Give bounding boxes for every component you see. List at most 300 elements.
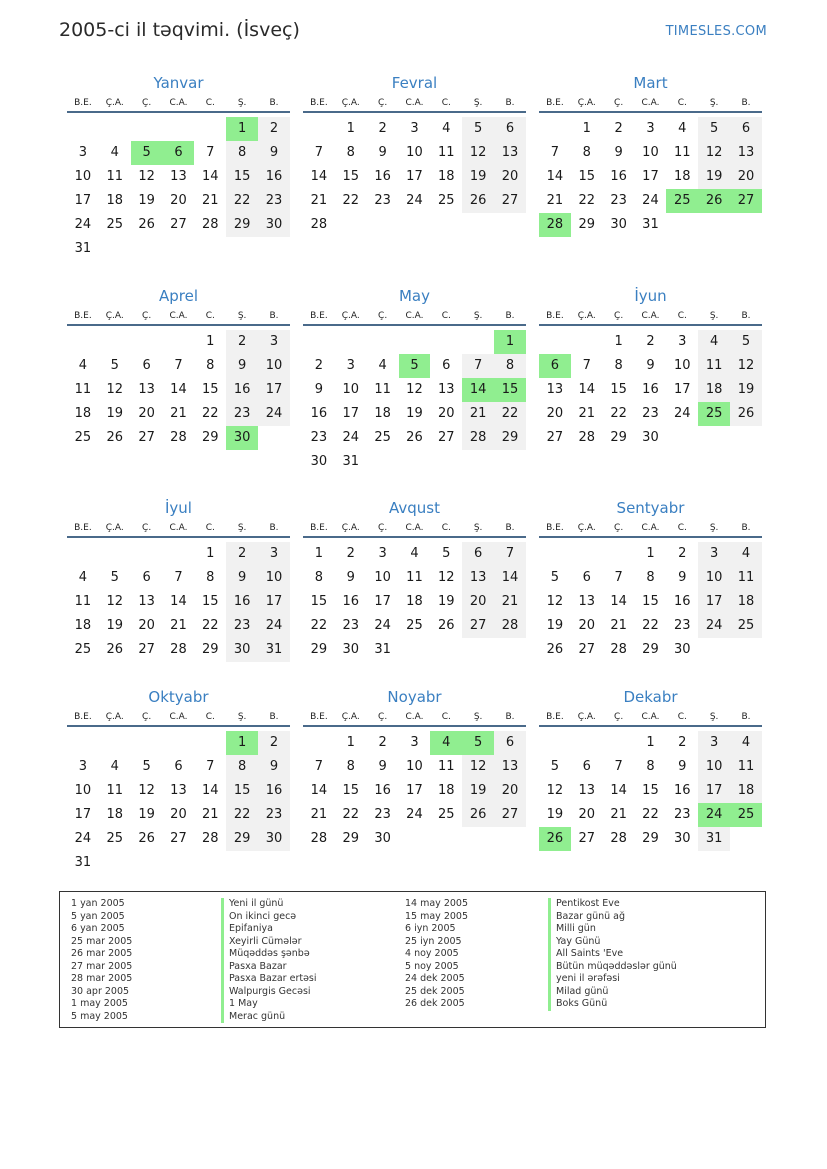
day-cell: 17 xyxy=(698,779,730,803)
day-cell: 17 xyxy=(74,193,92,208)
day-cell: 12 xyxy=(106,594,124,609)
day-cell: 20 xyxy=(730,165,762,189)
day-cell: 22 xyxy=(342,193,360,208)
day-cell: 28 xyxy=(170,430,187,445)
day-cell: 27 xyxy=(494,189,526,213)
holiday-day-cell: 5 xyxy=(462,731,494,755)
day-cell: 13 xyxy=(170,783,187,798)
day-cell: 23 xyxy=(610,193,627,208)
day-cell: 16 xyxy=(226,590,258,614)
day-cell: 26 xyxy=(462,189,494,213)
day-cell: 31 xyxy=(74,855,92,870)
day-cell: 29 xyxy=(202,642,219,657)
legend-entry: Pentikost Eve xyxy=(548,898,677,911)
weekday-header: Ç.A. xyxy=(571,709,603,727)
day-cell: 12 xyxy=(698,141,730,165)
month-grid xyxy=(539,709,762,851)
day-cell: 10 xyxy=(74,169,92,184)
empty-cell xyxy=(603,542,635,566)
day-cell: 15 xyxy=(202,594,219,609)
day-cell: 24 xyxy=(74,217,92,232)
empty-cell xyxy=(539,117,571,141)
day-cell: 10 xyxy=(642,145,659,160)
day-cell: 12 xyxy=(138,783,155,798)
month-grid xyxy=(303,709,526,851)
day-cell: 13 xyxy=(578,594,596,609)
day-cell: 12 xyxy=(546,783,564,798)
day-cell: 25 xyxy=(374,430,391,445)
day-cell: 25 xyxy=(106,217,124,232)
day-cell: 29 xyxy=(226,213,258,237)
day-cell: 16 xyxy=(258,779,290,803)
holiday-day-cell: 6 xyxy=(539,354,571,378)
legend-entry: 26 mar 2005 xyxy=(71,948,133,959)
weekday-header: C. xyxy=(430,520,462,538)
holiday-day-cell: 4 xyxy=(430,731,462,755)
weekday-header: C.A. xyxy=(399,95,431,113)
day-cell: 28 xyxy=(202,217,219,232)
day-cell: 9 xyxy=(678,570,687,585)
day-cell: 25 xyxy=(74,642,92,657)
legend-entry: All Saints 'Eve xyxy=(548,948,677,961)
day-cell: 30 xyxy=(374,831,391,846)
day-cell: 22 xyxy=(226,189,258,213)
weekday-header: C. xyxy=(430,308,462,326)
weekday-header: C. xyxy=(430,95,462,113)
day-cell: 4 xyxy=(78,570,88,585)
month-grid xyxy=(539,308,762,450)
day-cell: 30 xyxy=(310,454,328,469)
day-cell: 13 xyxy=(730,141,762,165)
day-cell: 20 xyxy=(170,193,187,208)
weekday-header: B. xyxy=(494,520,526,538)
day-cell: 14 xyxy=(546,169,564,184)
day-cell: 18 xyxy=(438,783,455,798)
day-cell: 21 xyxy=(170,406,187,421)
weekday-header: Ş. xyxy=(462,95,494,113)
day-cell: 20 xyxy=(578,807,596,822)
day-cell: 8 xyxy=(206,570,215,585)
weekday-header: Ç. xyxy=(603,308,635,326)
weekday-header: B.E. xyxy=(303,520,335,538)
holiday-day-cell: 28 xyxy=(539,213,571,237)
day-cell: 27 xyxy=(138,642,155,657)
empty-cell xyxy=(163,330,195,354)
day-cell: 18 xyxy=(438,169,455,184)
empty-cell xyxy=(303,117,335,141)
day-cell: 2 xyxy=(614,121,623,136)
empty-cell xyxy=(163,542,195,566)
day-cell: 28 xyxy=(310,831,328,846)
day-cell: 28 xyxy=(610,831,627,846)
day-cell: 30 xyxy=(610,217,627,232)
month-3 xyxy=(539,72,762,237)
day-cell: 18 xyxy=(698,378,730,402)
day-cell: 30 xyxy=(342,642,360,657)
day-cell: 25 xyxy=(730,614,762,638)
day-cell: 6 xyxy=(442,358,451,373)
weekday-header: B.E. xyxy=(303,95,335,113)
day-cell: 19 xyxy=(106,618,124,633)
day-cell: 14 xyxy=(310,169,328,184)
day-cell: 4 xyxy=(110,759,119,774)
day-cell: 11 xyxy=(438,145,455,160)
day-cell: 11 xyxy=(698,354,730,378)
day-cell: 6 xyxy=(142,358,151,373)
day-cell: 16 xyxy=(610,169,627,184)
empty-cell xyxy=(539,330,571,354)
day-cell: 24 xyxy=(74,831,92,846)
day-cell: 23 xyxy=(642,406,659,421)
weekday-header: B.E. xyxy=(67,95,99,113)
day-cell: 4 xyxy=(378,358,387,373)
day-cell: 19 xyxy=(406,406,423,421)
day-cell: 7 xyxy=(206,145,215,160)
empty-cell xyxy=(603,731,635,755)
day-cell: 10 xyxy=(698,755,730,779)
day-cell: 21 xyxy=(610,618,627,633)
legend-entry: 1 yan 2005 xyxy=(71,898,125,909)
legend-entry: Bazar günü ağ xyxy=(548,911,677,924)
weekday-header: B. xyxy=(258,709,290,727)
day-cell: 22 xyxy=(226,803,258,827)
day-cell: 6 xyxy=(494,731,526,755)
day-cell: 22 xyxy=(642,618,659,633)
empty-cell xyxy=(539,542,571,566)
day-cell: 12 xyxy=(730,354,762,378)
empty-cell xyxy=(430,330,462,354)
day-cell: 11 xyxy=(438,759,455,774)
holiday-day-cell: 14 xyxy=(462,378,494,402)
day-cell: 5 xyxy=(550,759,560,774)
weekday-header: C. xyxy=(666,308,698,326)
weekday-header: Ç. xyxy=(367,308,399,326)
day-cell: 10 xyxy=(74,783,92,798)
holiday-day-cell: 30 xyxy=(226,426,258,450)
month-grid xyxy=(539,520,762,662)
holiday-day-cell: 25 xyxy=(666,189,698,213)
day-cell: 7 xyxy=(174,358,183,373)
day-cell: 14 xyxy=(310,783,328,798)
day-cell: 16 xyxy=(258,165,290,189)
weekday-header: B. xyxy=(258,520,290,538)
weekday-header: Ç.A. xyxy=(99,95,131,113)
weekday-header: C. xyxy=(194,709,226,727)
day-cell: 21 xyxy=(494,590,526,614)
day-cell: 21 xyxy=(578,406,596,421)
empty-cell xyxy=(367,330,399,354)
day-cell: 29 xyxy=(642,831,659,846)
day-cell: 7 xyxy=(314,145,324,160)
day-cell: 11 xyxy=(106,783,124,798)
weekday-header: C. xyxy=(666,709,698,727)
month-2 xyxy=(303,72,526,237)
day-cell: 10 xyxy=(698,566,730,590)
day-cell: 13 xyxy=(578,783,596,798)
day-cell: 21 xyxy=(170,618,187,633)
day-cell: 20 xyxy=(462,590,494,614)
empty-cell xyxy=(571,330,603,354)
day-cell: 24 xyxy=(342,430,360,445)
legend-entry: 5 may 2005 xyxy=(71,1010,128,1022)
legend-names-column-1 xyxy=(221,898,317,1023)
weekday-header: Ç. xyxy=(367,709,399,727)
legend-entry: 15 may 2005 xyxy=(405,910,469,922)
brand-link[interactable]: TIMESLES.COM xyxy=(665,24,767,39)
day-cell: 27 xyxy=(578,831,596,846)
month-grid xyxy=(67,709,290,875)
day-cell: 4 xyxy=(442,121,451,136)
day-cell: 19 xyxy=(546,618,564,633)
day-cell: 6 xyxy=(730,117,762,141)
weekday-header: C.A. xyxy=(163,520,195,538)
legend-entry: Milad günü xyxy=(548,986,677,999)
weekday-header: B.E. xyxy=(67,308,99,326)
day-cell: 12 xyxy=(546,594,564,609)
empty-cell xyxy=(163,731,195,755)
day-cell: 13 xyxy=(546,382,564,397)
day-cell: 4 xyxy=(110,145,119,160)
holiday-legend xyxy=(59,891,766,1028)
legend-entry: On ikinci gecə xyxy=(221,911,317,924)
month-1 xyxy=(67,72,290,261)
weekday-header: Ç. xyxy=(603,95,635,113)
day-cell: 6 xyxy=(174,759,183,774)
day-cell: 31 xyxy=(342,454,360,469)
month-grid xyxy=(303,308,526,474)
day-cell: 18 xyxy=(406,594,423,609)
weekday-header: Ç.A. xyxy=(335,520,367,538)
day-cell: 24 xyxy=(698,614,730,638)
weekday-header: Ç. xyxy=(131,308,163,326)
day-cell: 8 xyxy=(494,354,526,378)
weekday-header: B. xyxy=(730,709,762,727)
legend-entry: Pasxa Bazar ertəsi xyxy=(221,973,317,986)
month-name: İyul xyxy=(165,499,192,517)
weekday-header: Ç. xyxy=(603,520,635,538)
weekday-header: B. xyxy=(258,95,290,113)
day-cell: 2 xyxy=(378,121,387,136)
day-cell: 27 xyxy=(438,430,455,445)
legend-entry: Walpurgis Gecəsi xyxy=(221,986,317,999)
day-cell: 19 xyxy=(138,193,155,208)
weekday-header: Ç. xyxy=(131,709,163,727)
day-cell: 24 xyxy=(258,402,290,426)
day-cell: 16 xyxy=(310,406,328,421)
month-grid xyxy=(539,95,762,237)
weekday-header: Ş. xyxy=(698,520,730,538)
legend-entry: 27 mar 2005 xyxy=(71,960,133,972)
day-cell: 9 xyxy=(258,755,290,779)
day-cell: 4 xyxy=(730,731,762,755)
weekday-header: C.A. xyxy=(163,308,195,326)
day-cell: 8 xyxy=(582,145,591,160)
legend-entry: 25 mar 2005 xyxy=(71,935,133,947)
weekday-header: C. xyxy=(430,709,462,727)
day-cell: 29 xyxy=(494,426,526,450)
day-cell: 26 xyxy=(406,430,423,445)
legend-entry: Boks Günü xyxy=(548,998,677,1011)
weekday-header: C.A. xyxy=(635,709,667,727)
empty-cell xyxy=(303,731,335,755)
month-name: Dekabr xyxy=(623,688,678,706)
holiday-day-cell: 1 xyxy=(226,117,258,141)
day-cell: 18 xyxy=(730,590,762,614)
day-cell: 2 xyxy=(646,334,655,349)
day-cell: 19 xyxy=(138,807,155,822)
day-cell: 14 xyxy=(494,566,526,590)
day-cell: 19 xyxy=(106,406,124,421)
month-6 xyxy=(539,285,762,450)
holiday-day-cell: 27 xyxy=(730,189,762,213)
month-10 xyxy=(67,686,290,875)
day-cell: 5 xyxy=(110,358,119,373)
empty-cell xyxy=(539,731,571,755)
day-cell: 14 xyxy=(578,382,596,397)
day-cell: 23 xyxy=(226,402,258,426)
weekday-header: B.E. xyxy=(539,95,571,113)
day-cell: 21 xyxy=(462,402,494,426)
day-cell: 9 xyxy=(378,759,387,774)
day-cell: 9 xyxy=(314,382,324,397)
day-cell: 25 xyxy=(438,807,455,822)
day-cell: 22 xyxy=(610,406,627,421)
month-name: Sentyabr xyxy=(616,499,685,517)
weekday-header: B. xyxy=(730,520,762,538)
day-cell: 19 xyxy=(730,378,762,402)
day-cell: 29 xyxy=(310,642,328,657)
month-name: Aprel xyxy=(158,287,199,305)
weekday-header: B. xyxy=(730,95,762,113)
day-cell: 2 xyxy=(258,117,290,141)
day-cell: 19 xyxy=(698,165,730,189)
day-cell: 19 xyxy=(546,807,564,822)
day-cell: 24 xyxy=(674,406,691,421)
weekday-header: Ç. xyxy=(367,520,399,538)
legend-entry: Yeni il günü xyxy=(221,898,317,911)
holiday-day-cell: 25 xyxy=(730,803,762,827)
legend-dates-column-2 xyxy=(405,898,468,1011)
day-cell: 28 xyxy=(494,614,526,638)
day-cell: 1 xyxy=(346,735,355,750)
day-cell: 23 xyxy=(310,430,328,445)
day-cell: 23 xyxy=(258,803,290,827)
month-7 xyxy=(67,497,290,662)
day-cell: 18 xyxy=(74,618,92,633)
month-5 xyxy=(303,285,526,474)
day-cell: 25 xyxy=(74,430,92,445)
day-cell: 29 xyxy=(202,430,219,445)
weekday-header: Ç. xyxy=(131,520,163,538)
day-cell: 3 xyxy=(346,358,355,373)
day-cell: 11 xyxy=(106,169,124,184)
day-cell: 21 xyxy=(310,807,328,822)
empty-cell xyxy=(194,731,226,755)
weekday-header: Ç.A. xyxy=(99,308,131,326)
day-cell: 7 xyxy=(614,570,623,585)
day-cell: 17 xyxy=(406,169,423,184)
legend-entry: yeni il ərəfəsi xyxy=(548,973,677,986)
day-cell: 20 xyxy=(138,618,155,633)
day-cell: 6 xyxy=(494,117,526,141)
day-cell: 22 xyxy=(342,807,360,822)
legend-entry: 4 noy 2005 xyxy=(405,948,459,959)
day-cell: 28 xyxy=(610,642,627,657)
empty-cell xyxy=(335,330,367,354)
weekday-header: C. xyxy=(666,520,698,538)
day-cell: 15 xyxy=(610,382,627,397)
day-cell: 21 xyxy=(202,807,219,822)
weekday-header: B. xyxy=(258,308,290,326)
month-name: İyun xyxy=(634,287,667,305)
legend-entry: 5 noy 2005 xyxy=(405,960,459,972)
day-cell: 15 xyxy=(226,779,258,803)
day-cell: 3 xyxy=(78,759,88,774)
day-cell: 2 xyxy=(226,542,258,566)
day-cell: 5 xyxy=(442,546,451,561)
month-name: Fevral xyxy=(391,74,438,92)
day-cell: 18 xyxy=(106,807,124,822)
month-name: Noyabr xyxy=(387,688,442,706)
weekday-header: B.E. xyxy=(539,520,571,538)
day-cell: 4 xyxy=(698,330,730,354)
day-cell: 20 xyxy=(438,406,455,421)
empty-cell xyxy=(163,117,195,141)
day-cell: 1 xyxy=(646,546,655,561)
day-cell: 9 xyxy=(226,566,258,590)
day-cell: 18 xyxy=(106,193,124,208)
day-cell: 14 xyxy=(610,783,627,798)
day-cell: 23 xyxy=(674,618,691,633)
day-cell: 8 xyxy=(346,759,355,774)
day-cell: 14 xyxy=(202,169,219,184)
day-cell: 22 xyxy=(202,406,219,421)
day-cell: 9 xyxy=(226,354,258,378)
legend-entry: Müqəddəs şənbə xyxy=(221,948,317,961)
day-cell: 19 xyxy=(462,779,494,803)
legend-entry: Milli gün xyxy=(548,923,677,936)
day-cell: 12 xyxy=(438,570,455,585)
day-cell: 11 xyxy=(374,382,391,397)
holiday-day-cell: 15 xyxy=(494,378,526,402)
weekday-header: C. xyxy=(666,95,698,113)
day-cell: 11 xyxy=(730,755,762,779)
day-cell: 13 xyxy=(494,755,526,779)
month-name: Avqust xyxy=(389,499,440,517)
day-cell: 18 xyxy=(730,779,762,803)
day-cell: 2 xyxy=(258,731,290,755)
weekday-header: B. xyxy=(494,308,526,326)
empty-cell xyxy=(131,731,163,755)
empty-cell xyxy=(67,731,99,755)
day-cell: 26 xyxy=(106,430,124,445)
day-cell: 22 xyxy=(494,402,526,426)
day-cell: 16 xyxy=(674,594,691,609)
day-cell: 13 xyxy=(138,382,155,397)
day-cell: 15 xyxy=(342,169,360,184)
day-cell: 27 xyxy=(546,430,564,445)
day-cell: 15 xyxy=(642,783,659,798)
day-cell: 7 xyxy=(314,759,324,774)
day-cell: 5 xyxy=(142,759,151,774)
day-cell: 12 xyxy=(462,141,494,165)
day-cell: 2 xyxy=(226,330,258,354)
weekday-header: C.A. xyxy=(635,308,667,326)
day-cell: 28 xyxy=(462,426,494,450)
day-cell: 29 xyxy=(578,217,596,232)
day-cell: 3 xyxy=(258,542,290,566)
day-cell: 23 xyxy=(374,193,391,208)
